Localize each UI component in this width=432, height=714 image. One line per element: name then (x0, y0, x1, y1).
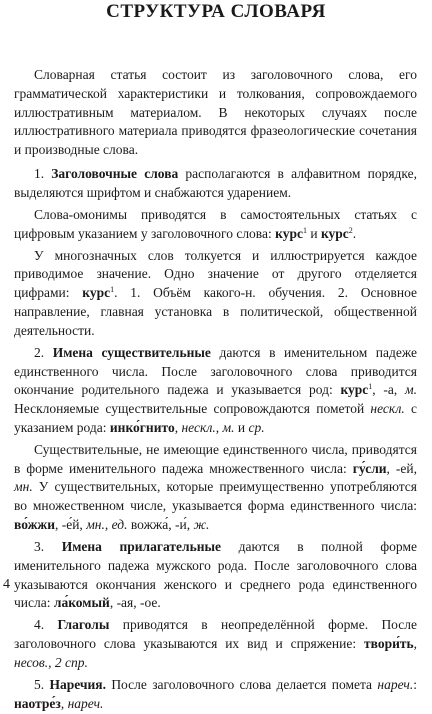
paragraph-text: вожжа́, -и́, (130, 517, 191, 533)
paragraph-text: , -е́й, (54, 517, 83, 533)
example-word: ла́комый (53, 595, 110, 611)
paragraph-text: с указанием рода: (14, 401, 417, 435)
paragraph-text: У многозначных слов толкуется и иллюстрируется каждое приводимое значение. Одно значение от другого отделяется цифрами: (14, 247, 417, 301)
term-nouns: Имена существительные (52, 344, 211, 360)
paragraph-text: , -ая, -ое. (109, 595, 161, 611)
grammar-mark: ж. (193, 517, 210, 533)
grammar-mark: ср. (248, 419, 265, 435)
paragraph-adverbs (14, 676, 417, 714)
paragraph-text: После заголовочного слова делается помета (111, 677, 373, 693)
paragraph-text: . 1. Объём какого-н. обучения. 2. Основное направление, главная установка в политической, общественной деятельности. (14, 285, 417, 338)
grammar-mark: м. (405, 382, 417, 398)
example-word: наотре́з (14, 695, 61, 711)
example-word: во́жжи (14, 517, 55, 533)
example-word: курс (82, 285, 111, 301)
intro-paragraph: Словарная статья состоит из заголовочного слова, его грамматической характеристики и толкования, сопровождаемого иллюстративным материалом. В некоторых случаях после иллюстративного материала приводятся фразеологические сочетания и производные слова. (14, 67, 417, 158)
paragraph-nouns (14, 344, 417, 438)
grammar-mark: нареч. (67, 695, 104, 711)
term-verbs: Глаголы (57, 617, 110, 633)
grammar-mark: мн. (14, 479, 33, 495)
example-word: курс (275, 225, 303, 241)
grammar-mark: мн., ед. (86, 517, 128, 533)
paragraph-text: Слова-омонимы приводятся в самостоятельных статьях с цифровым указанием у заголовочного слова: (14, 206, 417, 241)
punctuation: . (352, 225, 357, 241)
body-text (14, 66, 417, 714)
punctuation: , (174, 419, 179, 435)
paragraph-text: У существительных, которые преимущественно употребляются во множественном числе, указывается форма единственного числа: (14, 479, 417, 514)
item-number: 5. (34, 677, 45, 693)
paragraph-text: , -ей, (386, 460, 418, 476)
page-title: СТРУКТУРА СЛОВАРЯ (106, 1, 326, 22)
grammar-mark: нескл. (370, 401, 405, 417)
term-adjectives: Имена прилагательные (61, 539, 222, 555)
homonym-index: 2 (348, 225, 353, 235)
grammar-mark: нареч. (377, 677, 414, 693)
paragraph-polysemy (14, 247, 417, 341)
homonym-index: 1 (302, 225, 307, 235)
connector: и (310, 225, 318, 241)
paragraph-text: Несклоняемые существительные сопровождаются пометой (14, 401, 365, 417)
paragraph-adjectives (14, 538, 417, 613)
item-number: 3. (34, 539, 45, 555)
paragraph-text: Существительные, не имеющие единственного числа, приводятся в форме именительного падежа множественного числа: (14, 441, 417, 476)
homonym-index: 1 (110, 285, 115, 295)
item-number: 2. (34, 344, 45, 360)
term-adverbs: Наречия. (49, 677, 106, 693)
punctuation: : (413, 677, 417, 693)
punctuation: , (60, 695, 65, 711)
paragraph-plural-nouns (14, 441, 417, 535)
paragraph-text: даются в именительном падеже единственного числа. После заголовочного слова приводится окончание родительного падежа и указывается род: (14, 344, 418, 398)
paragraph-text: , -а, (372, 382, 398, 398)
example-word: курс (320, 225, 349, 241)
example-word: гу́сли (352, 460, 387, 476)
connector: и (237, 419, 246, 435)
paragraph-text: располагаются в алфавитном порядке, выделяются шрифтом и снабжаются ударением. (14, 165, 418, 200)
paragraph-headwords (14, 165, 417, 203)
example-word: твори́ть (364, 636, 414, 652)
paragraph-homonyms (14, 206, 417, 244)
grammar-mark: нескл., м. (181, 419, 235, 435)
grammar-mark: несов., 2 спр. (14, 655, 88, 671)
homonym-index: 1 (368, 382, 373, 392)
item-number: 1. (34, 165, 45, 181)
example-word: инко́гнито (109, 419, 175, 435)
paragraph-verbs (14, 616, 417, 672)
punctuation: , (413, 636, 418, 652)
item-number: 4. (34, 617, 45, 633)
paragraph-text: даются в полной форме именительного падежа мужского рода. После заголовочного слова указываются окончания женского и среднего рода единственного числа: (14, 539, 417, 611)
term-headwords: Заголовочные слова (51, 165, 179, 181)
page-number: 4 (3, 577, 10, 592)
example-word: курс (340, 382, 369, 398)
paragraph-text: приводятся в неопределённой форме. После заголовочного слова указываются их вид и спряжение: (14, 617, 417, 652)
